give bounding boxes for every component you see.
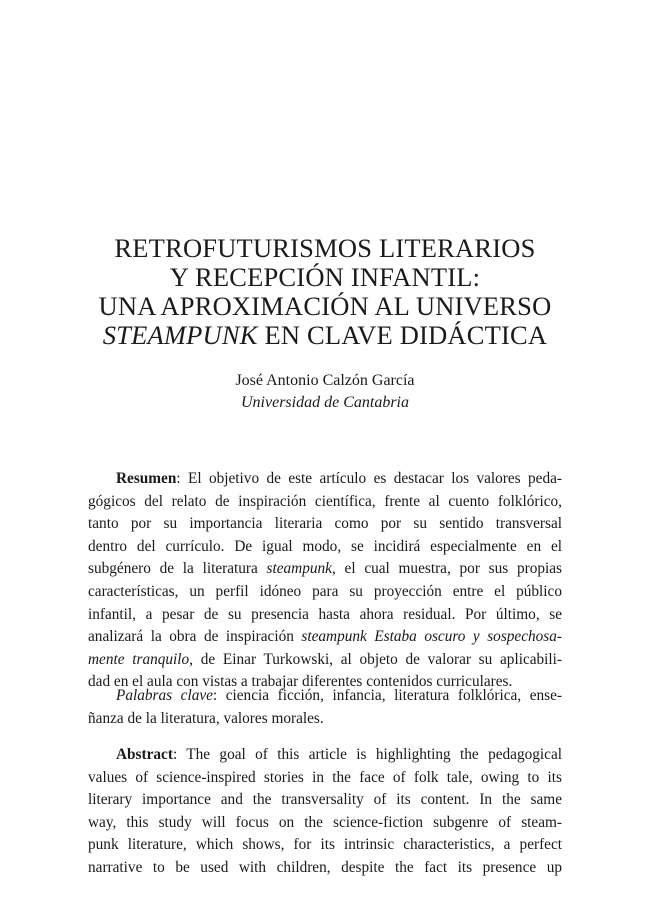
title-line-4-rest: EN CLAVE DIDÁCTICA (257, 320, 548, 350)
book-title-italic: mente tranquilo (88, 650, 190, 668)
palabras-clave-paragraph (88, 685, 562, 730)
abstract-line: Abstract: The goal of this article is highlighting the pedagogical (116, 746, 562, 763)
palabras-line: ñanza de la literatura, valores morales. (88, 709, 324, 727)
resumen-line: tanto por su importancia literaria como por su sentido transversal (88, 515, 562, 533)
resumen-line: dad en el aula con vistas a trabajar diferentes contenidos curriculares. (88, 673, 513, 691)
title-line-3: UNA APROXIMACIÓN AL UNIVERSO (98, 291, 552, 321)
resumen-line: analizará la obra de inspiración steampunk Estaba oscuro y sospechosa- (88, 628, 562, 646)
abstract-line: values of science-inspired stories in the face of folk tale, owing to its (88, 768, 562, 786)
title-line-2: Y RECEPCIÓN INFANTIL: (169, 262, 481, 292)
palabras-clave-label: Palabras clave (116, 687, 213, 704)
resumen-line: dentro del currículo. De igual modo, se incidirá especialmente en el (88, 537, 562, 555)
abstract-line: way, this study will focus on the science-fiction subgenre of steam- (88, 813, 562, 831)
author-name: José Antonio Calzón García (235, 372, 415, 389)
article-title (60, 234, 590, 350)
author-affiliation: Universidad de Cantabria (241, 394, 409, 411)
book-title-italic: steampunk Estaba oscuro y sospechosa- (301, 628, 562, 646)
resumen-line: subgénero de la literatura steampunk, el cual muestra, por sus propias (88, 560, 562, 578)
abstract-label: Abstract (116, 746, 173, 763)
palabras-line: Palabras clave: ciencia ficción, infancia, literatura folklórica, ense- (116, 687, 562, 704)
resumen-line: infantil, a pesar de su presencia hasta ahora residual. Por último, se (88, 605, 562, 623)
steampunk-term: steampunk (266, 560, 332, 578)
abstract-line: literary importance and the transversality of its content. In the same (88, 791, 562, 809)
title-line-1: RETROFUTURISMOS LITERARIOS (114, 233, 536, 263)
resumen-line: mente tranquilo, de Einar Turkowski, al objeto de valorar su aplicabili- (88, 650, 563, 668)
title-line-4 (60, 321, 590, 350)
resumen-label: Resumen (116, 470, 177, 487)
abstract-line: punk literature, which shows, for its intrinsic characteristics, a perfect (88, 836, 562, 854)
resumen-paragraph (88, 468, 562, 694)
abstract-line: narrative to be used with children, despite the fact its presence up (88, 858, 562, 876)
resumen-line: Resumen: El objetivo de este artículo es destacar los valores peda- (116, 470, 562, 487)
resumen-line: gógicos del relato de inspiración científica, frente al cuento folklórico, (88, 492, 562, 510)
resumen-line: características, un perfil idóneo para su proyección entre el público (88, 582, 562, 600)
abstract-paragraph (88, 744, 562, 880)
title-steampunk-italic: STEAMPUNK (102, 320, 258, 350)
